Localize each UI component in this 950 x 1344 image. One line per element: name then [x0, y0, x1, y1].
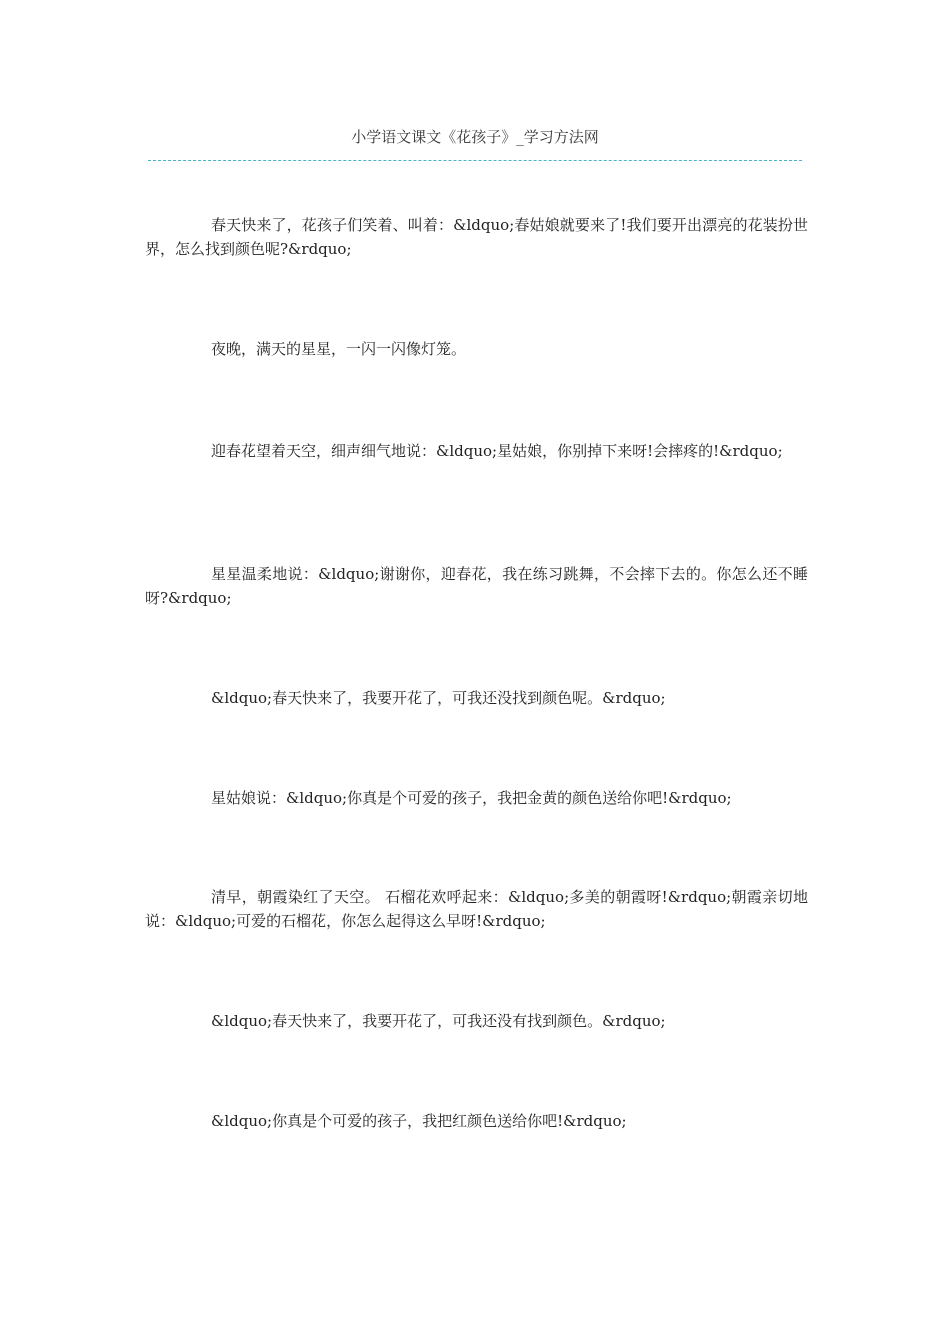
- paragraph-3: 迎春花望着天空，细声细气地说：&ldquo;星姑娘，你别掉下来呀!会摔疼的!&rdquo;: [211, 442, 783, 460]
- paragraph-7: 清早，朝霞染红了天空。 石榴花欢呼起来：&ldquo;多美的朝霞呀!&rdquo;朝霞亲切地说：&ldquo;可爱的石榴花，你怎么起得这么早呀!&rdquo;: [145, 888, 808, 930]
- page-title: 小学语文课文《花孩子》_学习方法网: [351, 128, 599, 146]
- paragraph-2: 夜晚，满天的星星，一闪一闪像灯笼。: [211, 340, 467, 358]
- paragraph-8: &ldquo;春天快来了，我要开花了，可我还没有找到颜色。&rdquo;: [211, 1012, 666, 1030]
- paragraph-6: 星姑娘说：&ldquo;你真是个可爱的孩子，我把金黄的颜色送给你吧!&rdquo;: [211, 789, 732, 807]
- paragraph-1: 春天快来了，花孩子们笑着、叫着：&ldquo;春姑娘就要来了!我们要开出漂亮的花装扮世界，怎么找到颜色呢?&rdquo;: [145, 216, 808, 258]
- paragraph-5: &ldquo;春天快来了，我要开花了，可我还没找到颜色呢。&rdquo;: [211, 689, 666, 707]
- header-divider: [148, 160, 802, 161]
- paragraph-9: &ldquo;你真是个可爱的孩子，我把红颜色送给你吧!&rdquo;: [211, 1112, 627, 1130]
- paragraph-4: 星星温柔地说：&ldquo;谢谢你，迎春花，我在练习跳舞，不会摔下去的。你怎么还不睡呀?&rdquo;: [145, 565, 808, 607]
